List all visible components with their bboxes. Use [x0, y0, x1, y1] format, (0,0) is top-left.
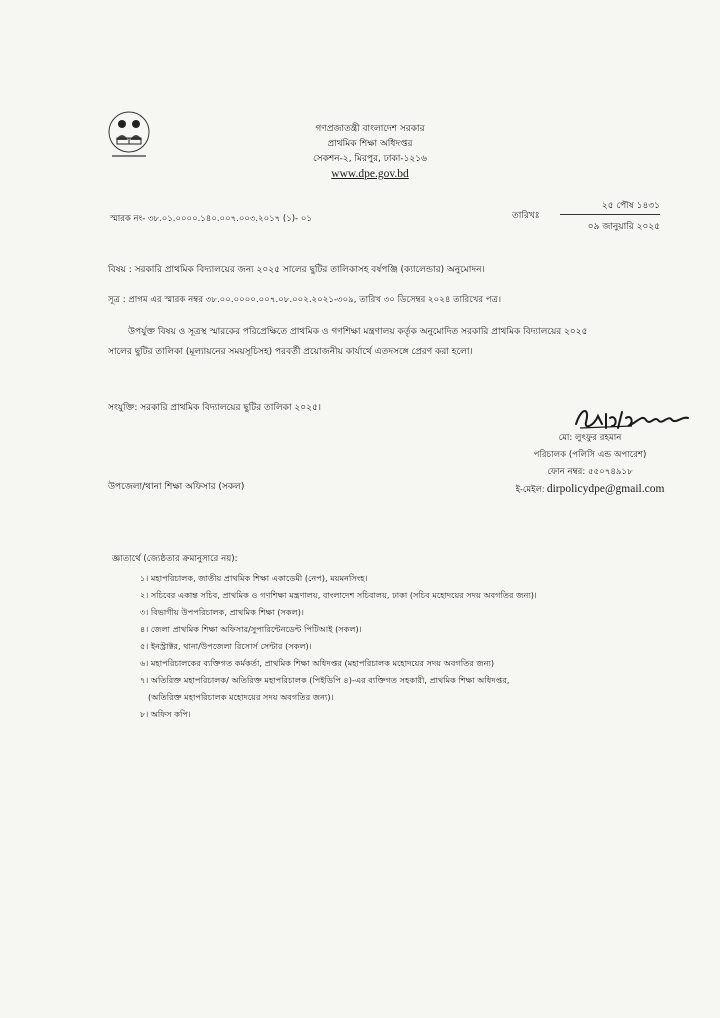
signatory-name: মো: লুৎফুর রহমান — [558, 433, 622, 443]
reference-line: সূত্র : প্রাগম এর স্মারক নম্বর ৩৮.০০.০০০০.০০৭.০৮.০০২.২০২১-৩০৯, তারিখ ৩০ ডিসেম্বর ২০২৪ তারিখের পত্র। — [108, 295, 502, 305]
cc-list-item: ১। মহাপরিচালক, জাতীয় প্রাথমিক শিক্ষা একাডেমী (নেপ), ময়মনসিংহ। — [140, 573, 368, 583]
cc-list-item: ২। সচিবের একান্ত সচিব, প্রাথমিক ও গণশিক্ষা মন্ত্রণালয়, বাংলাদেশ সচিবালয়, ঢাকা (সচিব মহোদয়ের সদয় অবগতির জন্য)। — [140, 590, 537, 600]
signatory-designation: পরিচালক (পলিসি এন্ড অপারেশ) — [533, 450, 647, 460]
date-english: ০৯ জানুয়ারি ২০২৫ — [587, 222, 660, 232]
header-directorate: প্রাথমিক শিক্ষা অধিদপ্তর — [327, 139, 413, 149]
date-bangla: ২৫ পৌষ ১৪৩১ — [560, 198, 660, 215]
body-line-2: সালের ছুটির তালিকা (মূল্যায়নের সময়সূচিসহ) পরবর্তী প্রয়োজনীয় কার্যার্থে এতদসঙ্গে প্রেরণ করা হলো। — [108, 347, 473, 357]
cc-list-item: ৫। ইনস্ট্রাক্টর, থানা/উপজেলা রিসোর্স সেন্টার (সকল)। — [140, 641, 312, 651]
email-label: ই-মেইল: — [515, 484, 545, 494]
date-label: তারিখঃ — [512, 211, 540, 221]
email-link[interactable]: dirpolicydpe@gmail.com — [546, 483, 665, 495]
header-government: গণপ্রজাতন্ত্রী বাংলাদেশ সরকার — [315, 124, 425, 134]
cc-list-item: ৮। অফিস কপি। — [140, 709, 191, 719]
dpe-logo-icon — [104, 108, 154, 162]
body-paragraph — [108, 322, 678, 362]
enclosure-line: সংযুক্তি: সরকারি প্রাথমিক বিদ্যালয়ের ছুটির তালিকা ২০২৫। — [108, 403, 322, 413]
date-block — [560, 198, 660, 235]
body-line-1: উপর্যুক্ত বিষয় ও সূত্রস্থ স্মারকের পরিপ্রেক্ষিতে প্রাথমিক ও গণশিক্ষা মন্ত্রণালয় কর্তৃক অনুমোদিত সরকারি প্রাথমিক বিদ্যালয়ের ২০২৫ — [128, 327, 588, 337]
cc-title: জ্ঞাতার্থে (জ্যেষ্ঠতার ক্রমানুসারে নয়): — [112, 554, 238, 564]
cc-list-item: ৪। জেলা প্রাথমিক শিক্ষা অফিসার/সুপারিন্টেনডেন্ট পিটিআই (সকল)। — [140, 624, 362, 634]
header-website-link[interactable]: www.dpe.gov.bd — [331, 168, 409, 180]
cc-list — [140, 570, 537, 723]
signatory-email — [500, 481, 680, 498]
memo-number: স্মারক নং- ৩৮.০১.০০০০.১৪০.০০৭.০০৩.২০১৭ (১)- ০১ — [110, 214, 312, 224]
signatory-phone: ফোন নম্বর: ৫৫০৭৪৯১৮ — [547, 467, 633, 477]
office-header — [300, 122, 440, 182]
recipient-line: উপজেলা/থানা শিক্ষা অফিসার (সকল) — [108, 482, 245, 492]
signatory-block — [500, 430, 680, 498]
cc-list-item: ৩। বিভাগীয় উপপরিচালক, প্রাথমিক শিক্ষা (সকল)। — [140, 607, 304, 617]
header-address: সেকশন-২, মিরপুর, ঢাকা-১২১৬ — [313, 154, 427, 164]
cc-list-item: ৬। মহাপরিচালকের ব্যক্তিগত কর্মকর্তা, প্রাথমিক শিক্ষা অধিদপ্তর (মহাপরিচালক মহোদয়ের সদয় অবগতির জন্য) — [140, 658, 495, 668]
cc-list-item-continuation: (অতিরিক্ত মহাপরিচালক মহোদয়ের সদয় অবগতির জন্য)। — [148, 692, 334, 702]
subject-line: বিষয় : সরকারি প্রাথমিক বিদ্যালয়ের জন্য ২০২৫ সালের ছুটির তালিকাসহ বর্ষপঞ্জি (ক্যালেন্ডার) অনুমোদন। — [108, 265, 485, 275]
cc-list-item: ৭। অতিরিক্ত মহাপরিচালক/ অতিরিক্ত মহাপরিচালক (পিইডিপি ৪)-এর ব্যক্তিগত সহকারী, প্রাথমিক শিক্ষা অধিদপ্তর, — [140, 675, 510, 685]
